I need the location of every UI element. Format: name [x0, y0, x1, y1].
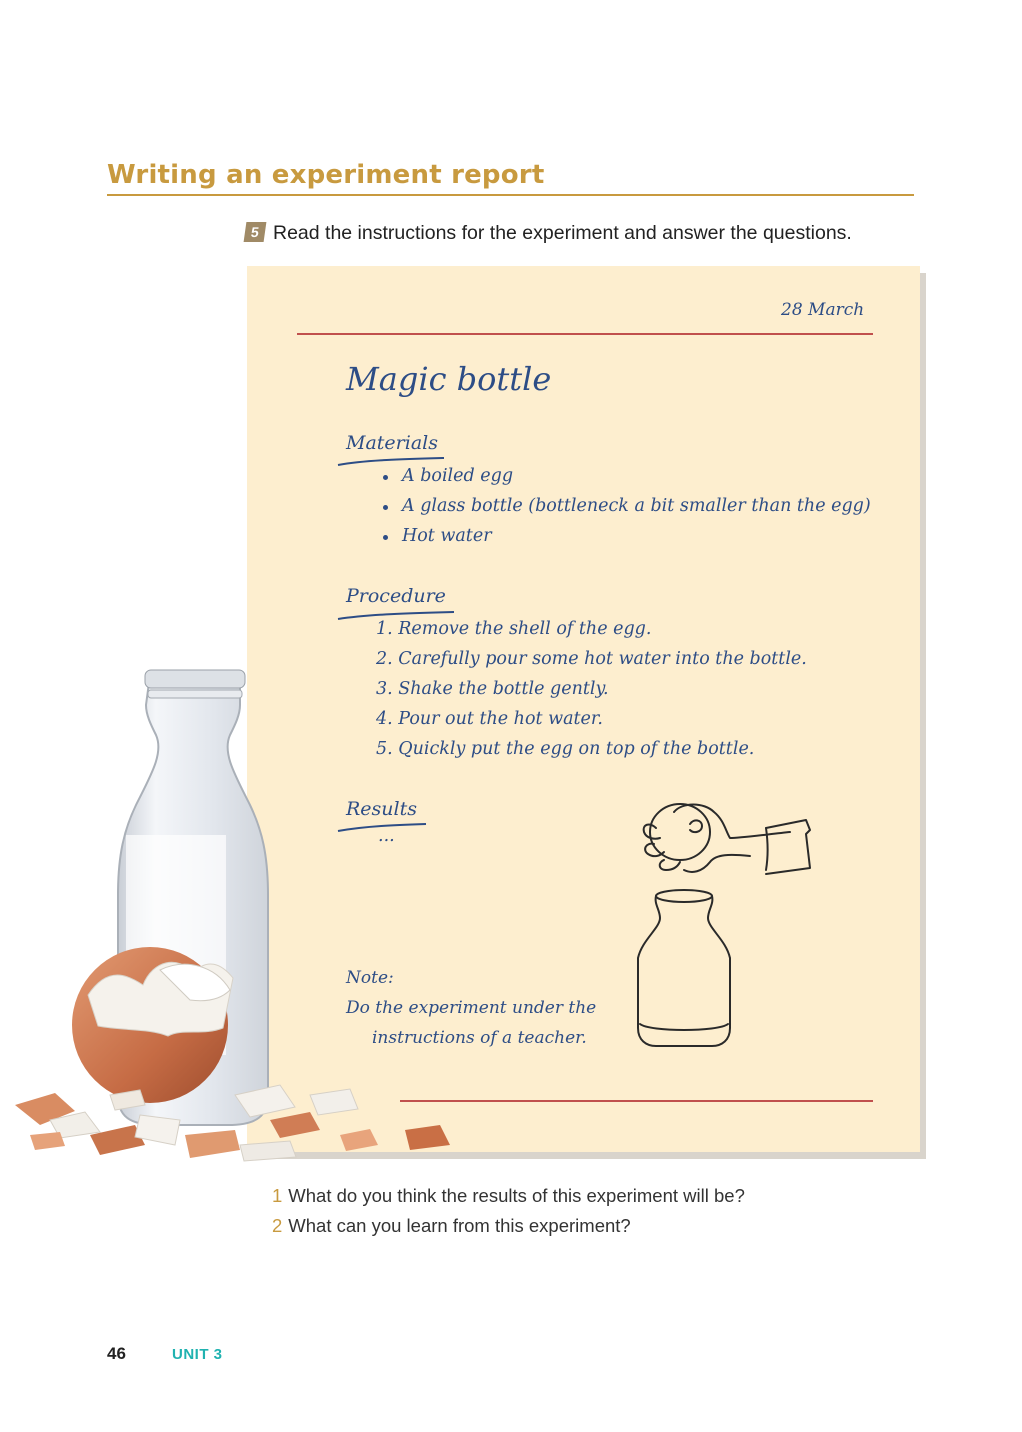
question-text: What can you learn from this experiment? [288, 1215, 631, 1236]
materials-bullet [383, 505, 388, 510]
experiment-title: Magic bottle [346, 360, 552, 398]
materials-bullet [383, 475, 388, 480]
question-number: 2 [272, 1215, 283, 1236]
question-text: What do you think the results of this experiment will be? [288, 1185, 745, 1206]
question-number: 1 [272, 1185, 283, 1206]
materials-item: Hot water [402, 526, 492, 546]
question-item [272, 1211, 745, 1241]
note-heading: Note: [346, 968, 394, 988]
questions-list [272, 1181, 745, 1241]
materials-item: A boiled egg [402, 466, 514, 486]
results-text: ... [378, 826, 395, 846]
task-text: Read the instructions for the experiment and answer the questions. [273, 222, 852, 244]
section-title: Writing an experiment report [107, 160, 545, 190]
page-number: 46 [107, 1344, 126, 1363]
title-rule [107, 194, 914, 196]
procedure-heading: Procedure [346, 585, 446, 607]
note-line: Do the experiment under the [346, 998, 597, 1018]
top-rule [297, 333, 873, 335]
hand-egg-bottle-drawing [624, 790, 824, 1060]
task-instruction [245, 222, 852, 245]
materials-heading: Materials [346, 432, 438, 454]
note-line: instructions of a teacher. [372, 1028, 587, 1048]
procedure-step: 4. Pour out the hot water. [376, 709, 603, 729]
task-number-badge: 5 [244, 222, 267, 242]
procedure-step: 2. Carefully pour some hot water into the bottle. [376, 649, 807, 669]
procedure-step: 3. Shake the bottle gently. [376, 679, 609, 699]
procedure-step: 5. Quickly put the egg on top of the bottle. [376, 739, 755, 759]
report-date: 28 March [781, 300, 865, 320]
results-heading: Results [346, 798, 417, 820]
unit-label: UNIT 3 [172, 1346, 223, 1363]
materials-item: A glass bottle (bottleneck a bit smaller than the egg) [402, 496, 871, 516]
bottom-rule [400, 1100, 873, 1102]
question-item [272, 1181, 745, 1211]
materials-bullet [383, 535, 388, 540]
procedure-step: 1. Remove the shell of the egg. [376, 619, 652, 639]
